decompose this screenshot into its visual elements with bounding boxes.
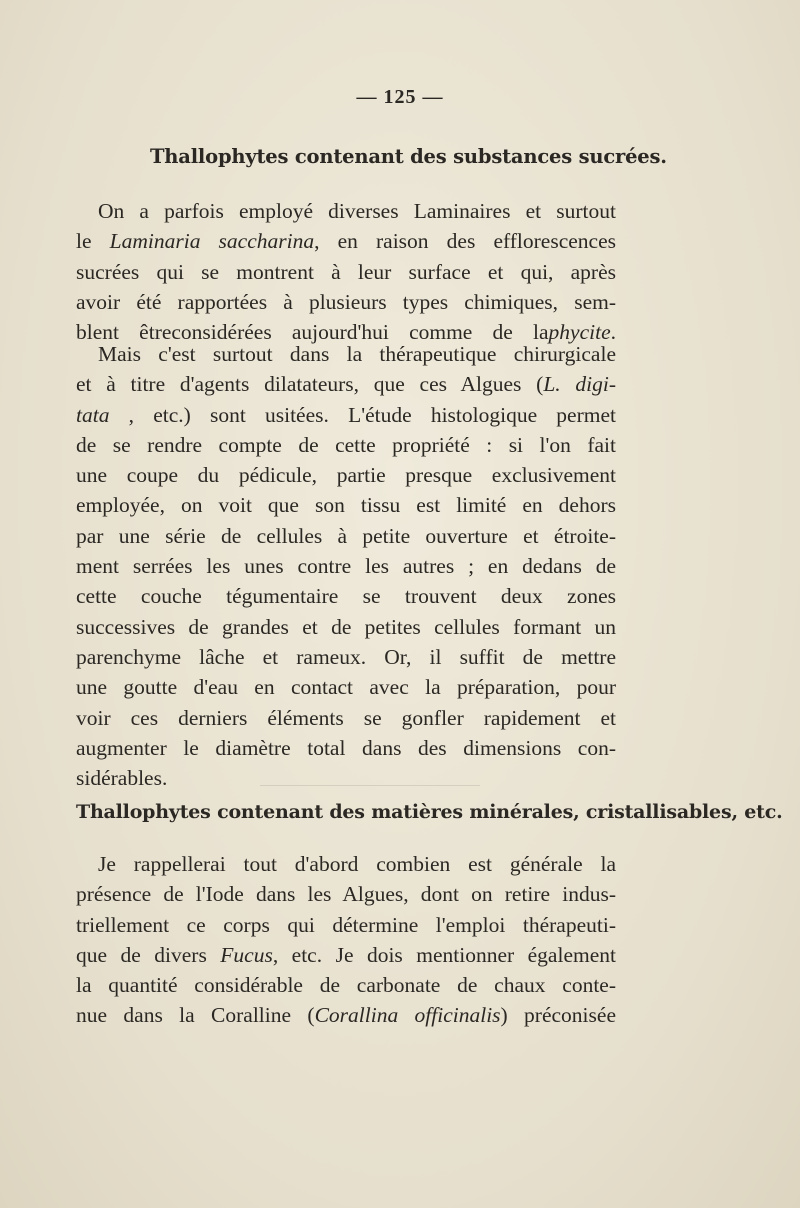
- text-line: une goutte d'eau en contact avec la préparation, pour: [76, 675, 616, 700]
- text-line: voir ces derniers éléments se gonfler rapidement et: [76, 705, 616, 730]
- section-divider: [260, 785, 480, 786]
- text-line: présence de l'Iode dans les Algues, dont on retire indus-: [76, 882, 616, 907]
- text-line: tata , etc.) sont usitées. L'étude histologique permet: [76, 402, 616, 427]
- text-line: par une série de cellules à petite ouverture et étroite-: [76, 523, 616, 548]
- page-number: — 125 —: [356, 86, 444, 108]
- text-line: avoir été rapportées à plusieurs types chimiques, sem-: [76, 289, 616, 314]
- text-line: employée, on voit que son tissu est limité en dehors: [76, 493, 616, 518]
- text-line: que de divers Fucus, etc. Je dois mentionner également: [76, 942, 616, 967]
- text-line: parenchyme lâche et rameux. Or, il suffit de mettre: [76, 644, 616, 669]
- paragraph-therapeutique: [76, 339, 616, 793]
- section-heading-sugars: Thallophytes contenant des substances sucrées.: [150, 145, 667, 168]
- text-line: une coupe du pédicule, partie presque exclusivement: [76, 463, 616, 488]
- paragraph-laminaires: [76, 196, 616, 347]
- text-line: nue dans la Coralline (Corallina officinalis) préconisée: [76, 1003, 616, 1028]
- text-line: de se rendre compte de cette propriété : si l'on fait: [76, 432, 616, 457]
- text-line: sucrées qui se montrent à leur surface et qui, après: [76, 259, 616, 284]
- text-line: augmenter le diamètre total dans des dimensions con-: [76, 735, 616, 760]
- text-line: le Laminaria saccharina, en raison des efflorescences: [76, 229, 616, 254]
- text-line: cette couche tégumentaire se trouvent deux zones: [76, 584, 616, 609]
- text-line: sidérables.: [76, 766, 168, 791]
- section-heading-minerals: Thallophytes contenant des matières minérales, cristallisables, etc.: [76, 801, 783, 823]
- text-line: Mais c'est surtout dans la thérapeutique chirurgicale: [98, 342, 616, 366]
- paragraph-iode: [76, 849, 616, 1031]
- text-line: successives de grandes et de petites cellules formant un: [76, 614, 616, 639]
- text-line: et à titre d'agents dilatateurs, que ces Algues (L. digi-: [76, 372, 616, 397]
- text-line: ment serrées les unes contre les autres ; en dedans de: [76, 554, 616, 579]
- text-line: la quantité considérable de carbonate de chaux conte-: [76, 973, 616, 998]
- text-line: On a parfois employé diverses Laminaires et surtout: [98, 199, 616, 223]
- text-line: Je rappellerai tout d'abord combien est générale la: [98, 852, 616, 876]
- text-line: blent êtreconsidérées aujourd'hui comme de laphycite.: [76, 320, 616, 345]
- text-line: triellement ce corps qui détermine l'emploi thérapeuti-: [76, 912, 616, 937]
